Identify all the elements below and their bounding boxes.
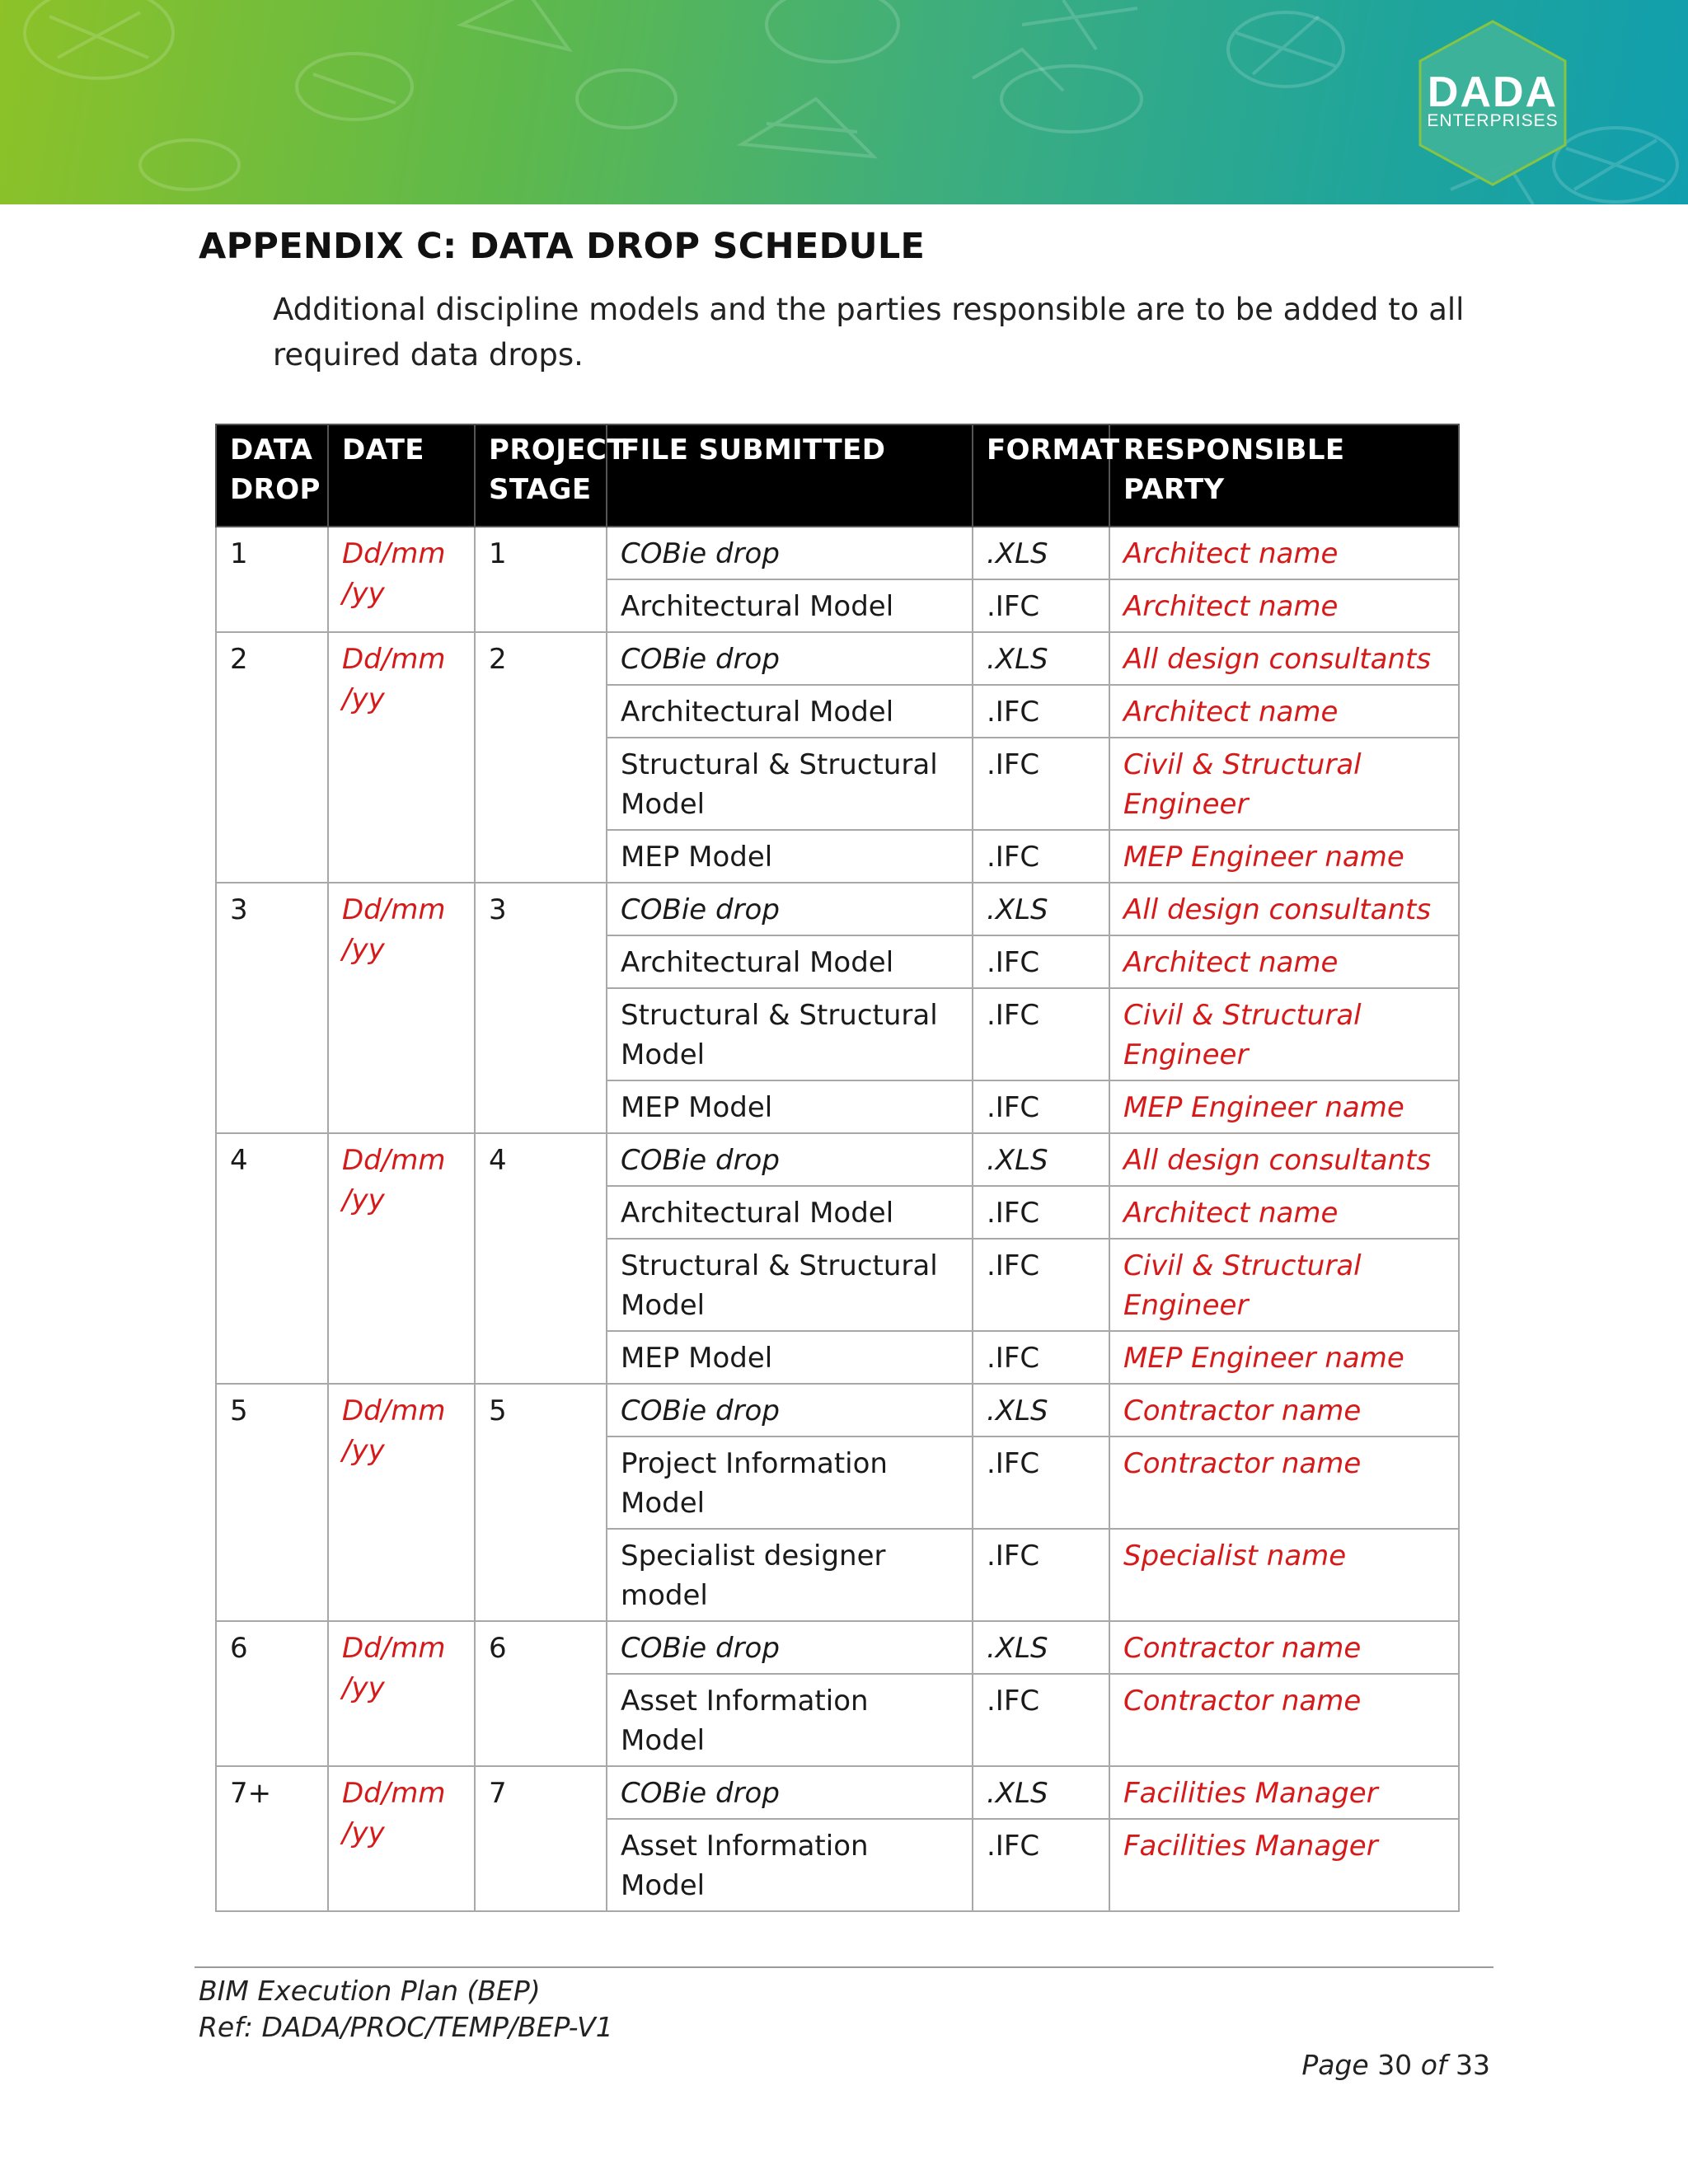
header-cell: DATA DROP xyxy=(216,424,328,527)
table-row xyxy=(216,883,1459,935)
logo-subtitle: ENTERPRISES xyxy=(1427,111,1559,130)
header-cell: PROJECT STAGE xyxy=(475,424,607,527)
format-cell: .IFC xyxy=(973,1080,1109,1133)
footer-doc-title: BIM Execution Plan (BEP) xyxy=(199,1975,541,2007)
data-drop-schedule-table xyxy=(215,424,1460,1912)
data-drop-cell: 7+ xyxy=(216,1766,328,1911)
file-submitted-cell: COBie drop xyxy=(607,1621,973,1674)
format-cell: .XLS xyxy=(973,1621,1109,1674)
table-row xyxy=(216,1133,1459,1186)
header-cell: FILE SUBMITTED xyxy=(607,424,973,527)
data-drop-cell: 2 xyxy=(216,632,328,883)
project-stage-cell: 3 xyxy=(475,883,607,1133)
page-label: Page xyxy=(1301,2049,1369,2081)
file-submitted-cell: Structural & Structural Model xyxy=(607,1239,973,1331)
responsible-party-cell: MEP Engineer name xyxy=(1109,830,1459,883)
project-stage-cell: 4 xyxy=(475,1133,607,1384)
responsible-party-cell: All design consultants xyxy=(1109,632,1459,685)
file-submitted-cell: Asset Information Model xyxy=(607,1674,973,1766)
file-submitted-cell: COBie drop xyxy=(607,632,973,685)
responsible-party-cell: Facilities Manager xyxy=(1109,1819,1459,1911)
date-cell: Dd/mm /yy xyxy=(328,1766,475,1911)
responsible-party-cell: Architect name xyxy=(1109,935,1459,988)
footer-ref: Ref: DADA/PROC/TEMP/BEP-V1 xyxy=(199,2011,613,2043)
file-submitted-cell: Architectural Model xyxy=(607,685,973,738)
responsible-party-cell: Facilities Manager xyxy=(1109,1766,1459,1819)
header-cell: FORMAT xyxy=(973,424,1109,527)
header-cell: DATE xyxy=(328,424,475,527)
data-drop-cell: 4 xyxy=(216,1133,328,1384)
date-cell: Dd/mm /yy xyxy=(328,1133,475,1384)
file-submitted-cell: Project Information Model xyxy=(607,1436,973,1529)
data-drop-cell: 6 xyxy=(216,1621,328,1766)
file-submitted-cell: MEP Model xyxy=(607,830,973,883)
file-submitted-cell: Architectural Model xyxy=(607,1186,973,1239)
data-drop-cell: 1 xyxy=(216,527,328,632)
file-submitted-cell: Architectural Model xyxy=(607,935,973,988)
project-stage-cell: 2 xyxy=(475,632,607,883)
file-submitted-cell: Structural & Structural Model xyxy=(607,738,973,830)
page-title: APPENDIX C: DATA DROP SCHEDULE xyxy=(199,226,926,267)
format-cell: .IFC xyxy=(973,1529,1109,1621)
table-row xyxy=(216,632,1459,685)
logo-title: DADA xyxy=(1427,68,1559,116)
responsible-party-cell: Architect name xyxy=(1109,685,1459,738)
responsible-party-cell: MEP Engineer name xyxy=(1109,1080,1459,1133)
responsible-party-cell: All design consultants xyxy=(1109,1133,1459,1186)
file-submitted-cell: COBie drop xyxy=(607,1766,973,1819)
date-cell: Dd/mm /yy xyxy=(328,527,475,632)
project-stage-cell: 6 xyxy=(475,1621,607,1766)
file-submitted-cell: Architectural Model xyxy=(607,579,973,632)
table-row xyxy=(216,527,1459,579)
date-cell: Dd/mm /yy xyxy=(328,883,475,1133)
format-cell: .IFC xyxy=(973,1819,1109,1911)
page-current: 30 xyxy=(1377,2049,1413,2081)
responsible-party-cell: Contractor name xyxy=(1109,1384,1459,1436)
table-header xyxy=(216,424,1459,527)
format-cell: .IFC xyxy=(973,988,1109,1080)
data-drop-cell: 3 xyxy=(216,883,328,1133)
format-cell: .IFC xyxy=(973,1186,1109,1239)
date-cell: Dd/mm /yy xyxy=(328,1621,475,1766)
responsible-party-cell: Specialist name xyxy=(1109,1529,1459,1621)
format-cell: .XLS xyxy=(973,1766,1109,1819)
responsible-party-cell: Contractor name xyxy=(1109,1674,1459,1766)
page-number xyxy=(1301,2047,1490,2083)
responsible-party-cell: Civil & Structural Engineer xyxy=(1109,988,1459,1080)
file-submitted-cell: Specialist designer model xyxy=(607,1529,973,1621)
table-row xyxy=(216,1766,1459,1819)
page-of: of xyxy=(1420,2049,1447,2081)
table-row xyxy=(216,1384,1459,1436)
project-stage-cell: 7 xyxy=(475,1766,607,1911)
format-cell: .XLS xyxy=(973,1384,1109,1436)
intro-paragraph: Additional discipline models and the parties responsible are to be added to all required data drops. xyxy=(273,292,1465,373)
responsible-party-cell: Architect name xyxy=(1109,579,1459,632)
project-stage-cell: 1 xyxy=(475,527,607,632)
format-cell: .XLS xyxy=(973,632,1109,685)
format-cell: .IFC xyxy=(973,579,1109,632)
responsible-party-cell: All design consultants xyxy=(1109,883,1459,935)
table-header-row xyxy=(216,424,1459,527)
format-cell: .XLS xyxy=(973,1133,1109,1186)
responsible-party-cell: Contractor name xyxy=(1109,1436,1459,1529)
file-submitted-cell: COBie drop xyxy=(607,1384,973,1436)
responsible-party-cell: Civil & Structural Engineer xyxy=(1109,1239,1459,1331)
date-cell: Dd/mm /yy xyxy=(328,632,475,883)
table-body xyxy=(216,527,1459,1911)
file-submitted-cell: MEP Model xyxy=(607,1080,973,1133)
format-cell: .IFC xyxy=(973,1436,1109,1529)
responsible-party-cell: Architect name xyxy=(1109,1186,1459,1239)
format-cell: .IFC xyxy=(973,935,1109,988)
file-submitted-cell: COBie drop xyxy=(607,883,973,935)
format-cell: .XLS xyxy=(973,883,1109,935)
format-cell: .IFC xyxy=(973,1674,1109,1766)
header-cell: RESPONSIBLE PARTY xyxy=(1109,424,1459,527)
format-cell: .XLS xyxy=(973,527,1109,579)
format-cell: .IFC xyxy=(973,830,1109,883)
project-stage-cell: 5 xyxy=(475,1384,607,1621)
file-submitted-cell: Asset Information Model xyxy=(607,1819,973,1911)
responsible-party-cell: Civil & Structural Engineer xyxy=(1109,738,1459,830)
responsible-party-cell: Architect name xyxy=(1109,527,1459,579)
file-submitted-cell: COBie drop xyxy=(607,527,973,579)
file-submitted-cell: MEP Model xyxy=(607,1331,973,1384)
responsible-party-cell: MEP Engineer name xyxy=(1109,1331,1459,1384)
page-total: 33 xyxy=(1456,2049,1490,2081)
responsible-party-cell: Contractor name xyxy=(1109,1621,1459,1674)
format-cell: .IFC xyxy=(973,1239,1109,1331)
format-cell: .IFC xyxy=(973,685,1109,738)
data-drop-cell: 5 xyxy=(216,1384,328,1621)
file-submitted-cell: Structural & Structural Model xyxy=(607,988,973,1080)
file-submitted-cell: COBie drop xyxy=(607,1133,973,1186)
table-row xyxy=(216,1621,1459,1674)
format-cell: .IFC xyxy=(973,738,1109,830)
date-cell: Dd/mm /yy xyxy=(328,1384,475,1621)
footer-divider xyxy=(195,1966,1493,1968)
format-cell: .IFC xyxy=(973,1331,1109,1384)
